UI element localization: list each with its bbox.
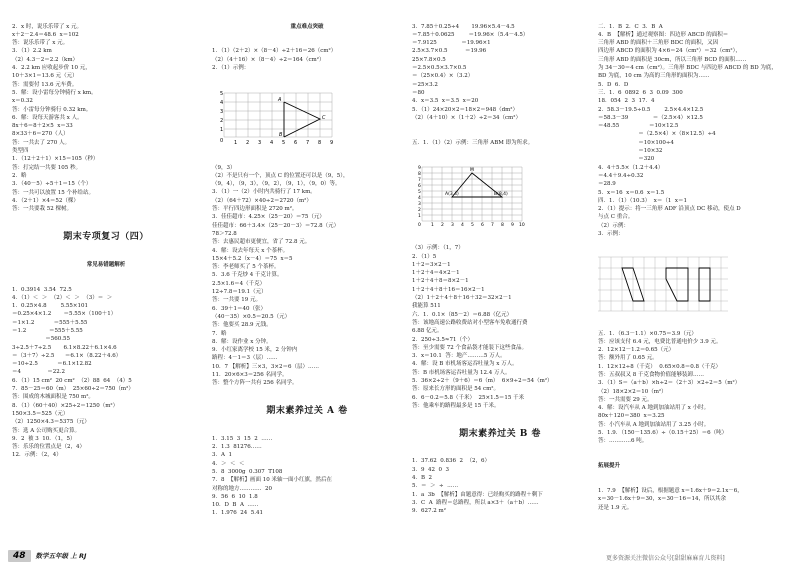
answer-line: 4．4＋5.5×（1.2＋4.4） [598,164,664,171]
answer-line: 4．B 【解析】通过观察图：四边形 ABCD 的面积＝ [598,31,729,38]
answer-line: 4．（1）＜ ＞ （2）＜ ＞ （3）＝ ＞ [12,294,113,301]
answer-line: ＝2.5×0.5×3.7×0.5 [412,65,467,72]
answer-line: 4．解：设去年每天 x 个茶杯。 [212,247,289,254]
answer-line: ＝10×32 [598,148,663,155]
answer-line: 1＋2＋4＝4×2－1 [412,270,460,277]
answer-line: ＝10÷2.5 ＝6.1×12.82 [12,361,92,368]
y-tick: 2 [418,207,421,213]
answer-line: ＝28.9 [598,181,616,188]
answer-line: 3．C A 路程＝总路程，所以 a×3＋（a＋b）…… [412,499,539,506]
y-tick: 8 [418,171,421,177]
x-tick: 9 [511,222,514,228]
answer-line: ＝（3＋7）÷2.5 ＝6.1×（8.22＋4.6） [12,352,122,359]
y-tick: 1 [418,213,421,219]
answer-line: 五．1．（1）（2）示例：三角形 ABM 即为所求。 [412,139,534,146]
answer-line: x＝30－1.6x＋9＝30，x＝30－16＝14，所以其余 [598,496,727,503]
answer-line: 1．7.9 【解析】设后，根据题意 x＝1.6x＋9＝2.1x－6， [598,488,743,495]
point-label: B(8,4) [494,191,508,197]
answer-line: ＝10×100÷4 [598,139,674,146]
section-title: 期末素养过关 A 卷 [266,406,348,417]
y-tick: 3 [418,201,421,207]
answer-line: 五．1．（6.3－1.1）×0.75＝3.9（元） [598,330,697,337]
answer-line: 6.88 亿元。 [412,328,443,335]
answer-line: 答：一共可以放置 15 个补给站。 [12,189,94,196]
answer-line: ＝1×1.2 ＝555＋5.55 [12,319,88,326]
section-subtitle: 常见易错题解析 [86,261,126,268]
answer-line: 答：李老师买了 5 个茶杯。 [212,264,280,271]
answer-line: 3÷2.5＋7÷2.5 6.1×8.22＋6.1×4.6 [12,344,117,351]
answer-line: 1＋2＋4＋8＋16＝16×2－1 [412,286,485,293]
answer-line: 答：一共要 19 元。 [212,297,261,304]
section-title: 期末专项复习（四） [63,232,149,243]
x-tick: 7 [306,139,310,146]
answer-line: ＝4.4＋9.4÷0.32 [598,172,644,179]
answer-line: 8×33＋6＝270（人） [12,131,69,138]
answer-line: 8x＋6＝8＋2×5 x＝33 [12,123,73,130]
answer-line: 4．x＝3.5 x＝3.5 x＝20 [412,98,479,105]
y-tick: 3 [220,108,224,115]
answer-line: ＝0.25×4×1.2 ＝5.55×（100＋1） [12,311,117,318]
answer-line: 9．2 被 3 10．（1，5） [12,435,76,442]
answer-line: 12．示例：（2，4） [12,452,62,459]
answer-line: 答：需要付 13.6 元车费。 [12,81,78,88]
answer-line: 2．58.3－19.5÷0.5 2.5×4.4×12.5 [598,106,704,113]
answer-line: 三角形 ABD 的面积＋三角形 BDC 的面积，又因 [598,40,719,47]
answer-line: 答：平行四边形面积是 2720 m²。 [212,206,298,213]
answer-line: 1．3.15 3 15 2 …… [212,435,273,442]
answer-line: ＝1.2 ＝555＋5.55 [12,327,83,334]
answer-line: 2．x 时，说乐乐带了 x 元。 [12,23,82,30]
answer-line: 答：一共要栽 52 棵树。 [12,206,72,213]
answer-line: 3．（1）2.2 km [12,48,52,55]
answer-line: 10＋3×1＝13.6 元（元） [12,73,78,80]
answer-line: 7．8 【解析】画面 10 米轴一面小红旗，然后在 [212,477,332,484]
y-tick: 4 [418,195,421,201]
answer-line: 3．佳佳超市：4.25×（25－20）＝75（元） [212,214,325,221]
answer-line: 3．7.85＋0.25÷4 19.96×5.4－4.5 [412,23,515,30]
answer-line: 二．1．B 2．C 3．B A [598,23,663,30]
point-label: B [279,131,283,138]
answer-line: 3．（40－5）÷5＋1＝15（个） [12,181,92,188]
answer-line: 答：说乐乐带了 x 元。 [12,40,69,47]
answer-block [412,23,588,123]
answer-line: （2）（64＋72）×40÷2＝2720（m²） [212,197,312,204]
answer-block [412,244,588,410]
x-tick: 2 [246,139,250,146]
column-4 [598,6,792,520]
answer-block [598,23,792,239]
y-tick: 9 [418,165,421,171]
answer-line: 2．略 [12,172,27,179]
answer-line: 5．＝ ＞ ÷ …… [412,483,459,490]
answer-line: 3．x＝10.1 答：地产………5 万人。 [412,353,506,360]
answer-line: （2）（4＋16）×（8－4）÷2＝164（cm²） [212,56,325,63]
answer-line: 1．0.3914 3.54 72.5 [12,286,72,293]
answer-line: （2）1250×4.3＝5375（元） [12,419,90,426]
answer-line: 1．a 3b 【解析】由题意得：已经购买的路程＋剩下 [412,491,543,498]
answer-line: 答：小汽车从 A 地到加油站用了 3.25 小时。 [598,421,710,428]
answer-line: 5．3.6 千克炒 4 千克计算。 [212,272,283,279]
answer-line: 答：去惠民超市更便宜，省了 72.8 元。 [212,239,311,246]
answer-block [598,487,792,512]
answer-line: 答：B 市机场客运吞吐量为 12.4 万人。 [412,369,511,376]
grid-drawing-figure [598,255,728,313]
y-tick: 7 [418,177,421,183]
answer-line: 还是 1.9 元。 [598,504,633,511]
x-tick: 4 [461,222,464,228]
answer-line: （2）示例： [598,222,629,229]
answer-line: 5．（1）24×20×2＝18×2＝948（dm²） [412,106,519,113]
answer-line: 7．略 [212,330,227,337]
watermark-text: 更多资源关注微信公众号[甜甜麻麻育儿资料] [606,555,725,562]
answer-line: （2）18×2×2＝10（m²） [598,388,667,395]
answer-line: 四边形 ABCD 的面积为 4×6＝24（cm²）＝32（cm²）， [598,48,741,55]
column-2 [212,6,402,526]
y-tick: 6 [418,183,421,189]
y-tick: 2 [220,117,224,124]
answer-line: 2.5×3.7×0.5 ＝19.96 [412,48,487,55]
answer-line: 1＋2＋4＋8＝8×2－1 [412,278,469,285]
answer-line: （2）4.3－2＝2.2（km） [12,56,79,63]
answer-line: 对称的地方………… 20 [212,485,272,492]
answer-line: 18．054 2 3 17．4 [598,98,655,105]
y-tick: 0 [220,137,224,144]
answer-line: 5．8 3000g 0.307 T108 [212,468,283,475]
answer-line: BD 为底，10 cm 为高的三角形的面积为…… [598,73,710,80]
answer-line: （9，4），（9，3），（9，2），（9，1），（9，0）等。 [212,181,341,188]
answer-line: 1．1.976 24 5.41 [212,510,263,517]
section-title: 期末素养过关 B 卷 [459,428,541,439]
answer-line: ＝320 [598,156,655,163]
answer-line: 2．（1）示例： [212,65,250,72]
answer-line: 四．1．（1）（10.3） x＝（1 x＝1 [598,197,687,204]
answer-line: 7．85－25＝60（m） 25×60÷2＝750（m²） [12,386,134,393]
point-label: A [278,96,282,103]
answer-line: 3．9 42 0 3 [412,466,449,473]
answer-line: 答：他乘车的路程最多是 15 千米。 [412,402,500,409]
answer-line: 答：小雷每分钟骑行 0.32 km。 [12,106,92,113]
answer-line: 9．627.2 m² [412,508,446,515]
x-tick: 2 [441,222,444,228]
answer-line: 1．0.25×4.8 5.55×101 [12,303,88,310]
answer-line: 2．250÷3.5≈71（个） [412,336,473,343]
answer-line: 10．7 【解析】三×3，3×2＝6（层）…… [212,363,319,370]
answer-line: 2．（1）5 [412,253,437,260]
answer-line: 3．（1）一（2）小时内共骑行了 17 km。 [212,189,316,196]
answer-line: 4．解：设汽车从 A 地到加油站用了 x 小时。 [598,405,710,412]
answer-block [212,47,402,72]
answer-line: 答：额外用了 0.65 元。 [598,355,658,362]
answer-line: 4．B 2 [412,474,433,481]
x-tick: 6 [481,222,484,228]
page-footer [8,549,86,562]
answer-line: 答：整个方阵一共有 256 名同学。 [212,380,298,387]
x-tick: 10 [519,222,525,228]
answer-line: 5．D 6．D [598,81,629,88]
answer-line: ＝58.3－39 ＝（2.5×4）×12.5 [598,114,703,121]
answer-line: 3．（1）S＝（a＋b）×h÷2＝（2＋3）×2÷2＝5（m²） [598,380,741,387]
answer-block [12,23,200,214]
coordinate-grid-figure [412,164,532,228]
answer-line: ＝80 [412,89,425,96]
y-tick: 1 [220,126,224,133]
answer-block [12,286,200,460]
answer-line: 4．（2＋1）×4＝52（棵） [12,197,79,204]
answer-line: ＝7.9125 ＝19.96×1 [412,40,491,47]
answer-line: 9．小红家离学校 15 米，2 分钟内 [212,347,298,354]
answer-block [598,330,792,446]
y-tick: 0 [418,222,421,228]
answer-line: 3．示例： [598,231,624,238]
answer-line: 5．36×2÷2＋（9＋6）＝6（m） 6×9÷2＝54（m²） [412,377,553,384]
answer-line: x＋2－2.4＝48.6 x＝102 [12,31,79,38]
answer-line: 1＋2＝3×2－1 [412,261,451,268]
answer-block [412,457,588,515]
answer-line: x＝0.32 [12,98,33,105]
answer-line: ＝560.55 [12,336,70,343]
answer-line: 5．1.9．（150－135.6）÷（0.15＋25）＝6（吨） [598,430,728,437]
x-tick: 3 [451,222,454,228]
answer-line: 路程：4－1＝3（层）…… [212,355,278,362]
x-tick: 1 [234,139,238,146]
answer-line: （40－35）×0.5＝20.5（元） [212,313,291,320]
x-tick: 7 [491,222,494,228]
answer-line: 78＞72.8 [212,230,237,237]
answer-line: 1．37.62 0.836 2 （2，6） [412,458,490,465]
answer-line: ＝（2.5×4）×（8×12.5）÷4 [598,131,716,138]
answer-line: 为 34－30＝4 cm（cm²）。三角形 BDC 与四边形 ABCD 的 BD 为底， [598,65,777,72]
answer-line: 我能算 511 [412,303,441,310]
answer-line: 8．（1）（60＋40）×25÷2＝1250（m²） [12,402,119,409]
section-subtitle: 重点难点突破 [290,23,324,30]
answer-line: （3）示例：（1，7） [412,245,464,252]
answer-line: 5．解：设小雷每分钟骑行 x km。 [12,89,97,96]
point-label: M [470,167,474,173]
point-label: C [322,114,326,121]
answer-line: ＝7.85＋0.0625 ＝19.96×（5.4－4.5） [412,31,529,38]
column-1 [12,6,200,468]
x-tick: 3 [258,139,262,146]
answer-line: 4．＞ ＜ ＜ [212,460,245,467]
answer-line: 答：乐乐的位置点是（2，4） [12,444,85,451]
answer-line: 10．D B A …… [212,502,259,509]
answer-line: 类型四 [12,148,29,155]
y-tick: 5 [418,189,421,195]
x-tick: 5 [282,139,286,146]
answer-line: 1．（1）（2＋2）×（8－4）÷2＋16＝26（cm²） [212,48,337,55]
x-tick: 8 [501,222,504,228]
answer-line: 2.5×1.6＝4（千克） [212,280,266,287]
answer-line: 6．39＋1＝40（张） [212,305,266,312]
answer-line: 答：一共去了 270 人。 [12,139,70,146]
y-tick: 4 [220,99,224,106]
answer-line: 答：他要买 28.9 元钱。 [212,322,272,329]
answer-line: 答：应该支付 6.4 元，电费比普通电价少 3.9 元。 [598,338,722,345]
answer-line: （2）（4＋10）×（1＋2）÷2＝34（cm²） [412,114,521,121]
answer-line: 6．6－0.2＝5.8（千米） 25×1.5＝15 千米 [412,394,525,401]
answer-line: 答：围成的木城面积是 750 m²。 [12,394,94,401]
answer-line: 1．（12＋2＋1）×15＝105（秒） [12,156,99,163]
answer-line: 25×7.8×0.5 [412,56,446,63]
answer-line: 9．56 6 10 1.8 [212,493,258,500]
answer-block [212,164,402,388]
column-3 [412,6,588,524]
answer-line: 5．x＝16 x＝0.6 x＝1.5 [598,189,665,196]
answer-line: （2）不是只有一个，顶点 C 的位置还可以是（9，5）， [212,172,349,179]
answer-line: 6．解：设每天游客共 x 人。 [12,114,83,121]
x-tick: 5 [471,222,474,228]
answer-block [212,435,402,518]
answer-line: 三角形 ABD 的面积是 30cm，所以三角形 BCD 的面积…… [598,56,747,63]
book-title: 数学五年级 上 RJ [35,552,87,560]
answer-line: 12÷7.8＝19.1（元） [212,289,267,296]
section-subtitle: 拓展提升 [598,463,621,470]
answer-line: 答：打完结一共要 105 秒。 [12,164,81,171]
answer-line: （9，3） [212,164,236,171]
x-tick: 6 [294,139,298,146]
answer-line: 2．1.3 81276…… [212,444,262,451]
answer-line: 答：一共需要 29 元。 [598,396,653,403]
x-tick: 4 [270,139,274,146]
answer-line: 佳佳超市：66＋3.4×（25－20－3）＝72.8（元） [212,222,340,229]
answer-line: 6．（1）15 cm² 20 cm² （2）88 64 （4）5 [12,377,132,384]
answer-line: ＝25×3.2 [412,81,438,88]
answer-line: 1．12×12÷8（千克） 0.65×0.8＝0.8（千克） [598,363,722,370]
answer-line: 4．2.2 km 应收起步价 10 元， [12,65,91,72]
answer-line: 六．1．0.1×（85－2）＝6.88（亿元） [412,311,513,318]
answer-line: 答：该地高速公路收费站对小型客车免收通行费 [412,319,528,326]
answer-line: ＝48.55 ＝10×12.5 [598,123,679,130]
answer-line: 15×4＋5.2（x－4）＝75 x＝5 [212,255,293,262]
coordinate-grid-figure [212,89,362,147]
answer-line: 答：五叔叔又 8 千克食物价值能够装卸…… [598,371,704,378]
answer-line: 2．12×12－1.2＝0.65（元） [598,347,675,354]
answer-line: 与点 C 重合。 [598,214,634,221]
answer-line: 8．解：设作业 x 分钟。 [212,338,272,345]
point-label: A(3,4) [445,191,459,197]
answer-line: 150×3.5＝525（元） [12,410,69,417]
answer-line: 3．A 1 [212,452,232,459]
y-tick: 5 [220,90,224,97]
answer-line: 80x＋120＝380 x＝3.25 [598,413,665,420]
answer-line: 2．（1）提示：将一三角形 ADF 沿顶点 DC 移动，使点 D [598,206,741,213]
answer-line: 答：至少需要 72 个食品袋才能装下这些食品。 [412,344,527,351]
answer-line: 答：原来长方形的面积是 54 cm²。 [412,386,499,393]
page-number: 48 [8,550,31,562]
answer-line: 三．1．6 0892 6 3 0.09 300 [598,89,683,96]
answer-line: 答：…………6 吨。 [598,438,648,445]
answer-line: （2）1＋2＋4＋8＋16＋32＝32×2－1 [412,295,512,302]
x-tick: 9 [330,139,334,146]
answer-line: ＝4 ＝22.2 [12,369,65,376]
answer-line: 11．20×6×3＝256 名同学。 [212,371,288,378]
answer-line: ＝（25×0.4）×（3.2） [412,73,474,80]
answer-line: 4．解：设 B 市机场客运吞吐量为 x 万人。 [412,361,518,368]
answer-line: 答：选 A 公司购买更合算。 [12,427,80,434]
x-tick: 8 [318,139,322,146]
x-tick: 1 [431,222,434,228]
